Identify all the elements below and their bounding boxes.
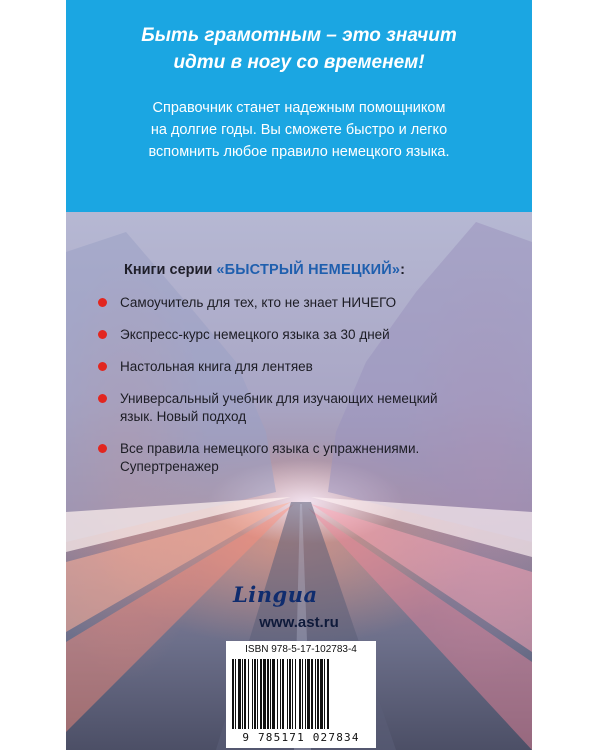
barcode-bar — [311, 659, 313, 729]
book-back-cover — [66, 0, 532, 750]
top-blue-panel — [66, 0, 532, 212]
barcode-bar — [272, 659, 275, 729]
barcode-bar — [244, 659, 246, 729]
barcode-bar — [232, 659, 234, 729]
book-list-item — [98, 390, 518, 426]
red-bullet-icon — [98, 298, 107, 307]
barcode-bar — [242, 659, 243, 729]
book-title-line-1: Универсальный учебник для изучающих немецкий — [120, 391, 438, 406]
barcode-bar — [263, 659, 266, 729]
description-line-2: на долгие годы. Вы сможете быстро и легко — [150, 122, 448, 138]
ean-digits: 9 785171 027834 — [242, 731, 360, 744]
series-name: «БЫСТРЫЙ НЕМЕЦКИЙ» — [216, 262, 401, 278]
book-title-line-2: Супертренажер — [120, 459, 219, 474]
night-street-photo — [66, 212, 532, 750]
barcode-bar — [270, 659, 271, 729]
book-list-item — [98, 440, 518, 476]
barcode-bar — [282, 659, 284, 729]
barcode-bar — [302, 659, 303, 729]
isbn-number: ISBN 978-5-17-102783-4 — [245, 644, 357, 655]
barcode-bar — [248, 659, 249, 729]
barcode-bar — [307, 659, 310, 729]
barcode-bar — [292, 659, 293, 729]
book-list-item — [98, 294, 518, 312]
logo-text: Lingua — [233, 582, 318, 607]
red-bullet-icon — [98, 444, 107, 453]
barcode-bars — [232, 659, 370, 731]
barcode-bar — [235, 659, 236, 729]
publisher-website: www.ast.ru — [259, 614, 339, 631]
book-title-line-1: Все правила немецкого языка с упражнениями. — [120, 441, 420, 456]
headline-line-1: Быть грамотным – это значит — [141, 25, 457, 46]
barcode-bar — [267, 659, 269, 729]
barcode-panel — [226, 641, 376, 748]
barcode-bar — [260, 659, 262, 729]
barcode-bar — [320, 659, 323, 729]
book-title-line-2: язык. Новый подход — [120, 409, 247, 424]
barcode-bar — [299, 659, 301, 729]
book-title-line-1: Экспресс-курс немецкого языка за 30 дней — [120, 327, 390, 342]
description-line-3: вспомнить любое правило немецкого языка. — [148, 144, 450, 160]
barcode-bar — [287, 659, 288, 729]
book-list-item — [98, 326, 518, 344]
red-bullet-icon — [98, 394, 107, 403]
description — [66, 97, 532, 163]
book-title-line-1: Самоучитель для тех, кто не знает НИЧЕГО — [120, 295, 397, 310]
series-suffix: : — [400, 262, 406, 278]
book-list-item — [98, 358, 518, 376]
barcode-bar — [317, 659, 319, 729]
series-prefix: Книги серии — [124, 262, 217, 278]
barcode-bar — [327, 659, 329, 729]
barcode-bar — [257, 659, 258, 729]
lingua-logo — [233, 582, 318, 607]
barcode-bar — [254, 659, 256, 729]
barcode-bar — [315, 659, 316, 729]
headline-line-2: идти в ногу со временем! — [173, 52, 425, 73]
book-title-line-1: Настольная книга для лентяев — [120, 359, 313, 374]
barcode-bar — [305, 659, 306, 729]
series-title — [124, 262, 405, 278]
barcode-bar — [295, 659, 296, 729]
red-bullet-icon — [98, 362, 107, 371]
headline — [66, 22, 532, 76]
description-line-1: Справочник станет надежным помощником — [152, 100, 446, 116]
barcode-bar — [252, 659, 253, 729]
barcode-bar — [280, 659, 281, 729]
barcode-bar — [277, 659, 278, 729]
barcode-bar — [324, 659, 325, 729]
barcode-bar — [289, 659, 291, 729]
red-bullet-icon — [98, 330, 107, 339]
book-list — [98, 294, 518, 490]
barcode-bar — [238, 659, 241, 729]
